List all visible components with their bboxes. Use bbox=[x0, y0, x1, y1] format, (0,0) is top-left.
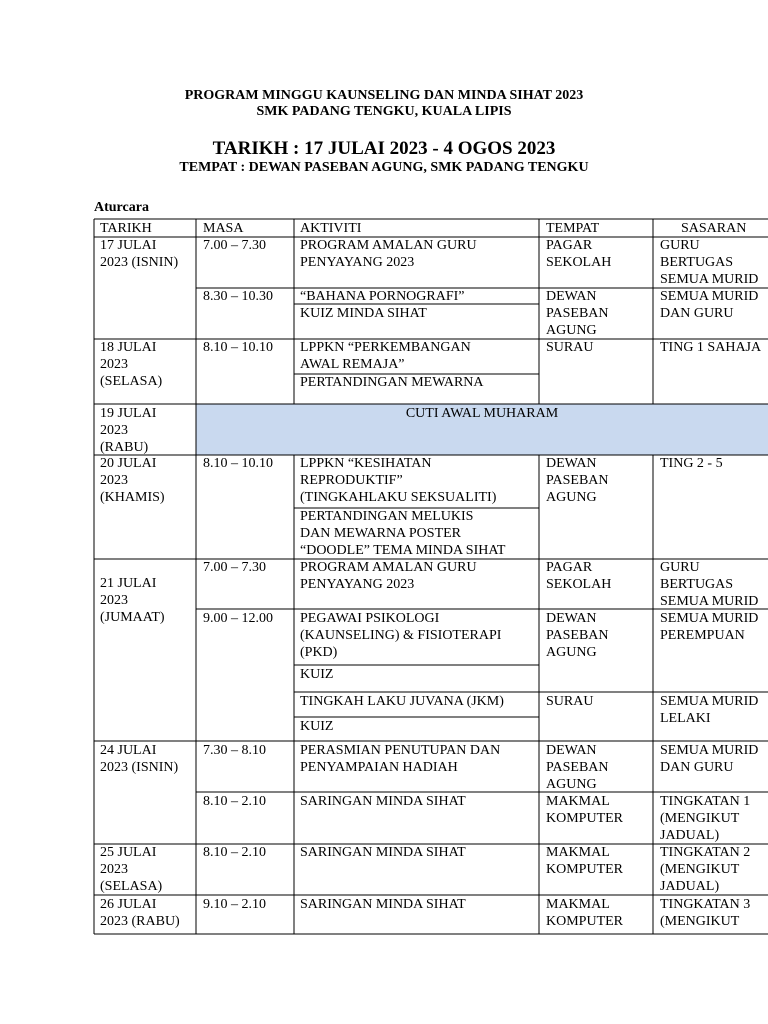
date-cell-line: 2023 bbox=[100, 593, 128, 608]
date-cell-line: (RABU) bbox=[100, 440, 149, 455]
venue-cell-line: DEWAN bbox=[546, 611, 597, 626]
venue-cell-line: MAKMAL bbox=[546, 794, 610, 809]
activity-cell: TINGKAH LAKU JUVANA (JKM) bbox=[300, 694, 504, 709]
venue-cell-line: KOMPUTER bbox=[546, 914, 624, 929]
activity-cell-line: PENYAYANG 2023 bbox=[300, 577, 415, 592]
time-cell: 7.00 – 7.30 bbox=[203, 238, 266, 253]
venue-cell-line: PASEBAN bbox=[546, 473, 609, 488]
time-cell: 9.10 – 2.10 bbox=[203, 897, 266, 912]
venue-cell-line: SEKOLAH bbox=[546, 255, 612, 270]
venue-cell bbox=[546, 844, 623, 878]
target-cell bbox=[660, 742, 758, 776]
venue-cell-line: AGUNG bbox=[546, 777, 597, 792]
activity-cell: SARINGAN MINDA SIHAT bbox=[300, 845, 466, 860]
program-title: PROGRAM MINGGU KAUNSELING DAN MINDA SIHAT 2023 bbox=[184, 88, 584, 103]
date-cell-line: 24 JULAI bbox=[100, 743, 157, 758]
venue-cell-line: PASEBAN bbox=[546, 306, 609, 321]
target-cell-line: SEMUA MURID bbox=[660, 743, 759, 758]
target-cell bbox=[660, 288, 758, 322]
activity-cell bbox=[300, 455, 496, 506]
date-cell-line: 2023 (RABU) bbox=[100, 914, 180, 929]
venue-cell-line: DEWAN bbox=[546, 743, 597, 758]
date-cell bbox=[100, 896, 180, 930]
venue-cell-line: KOMPUTER bbox=[546, 811, 624, 826]
activity-cell: PERTANDINGAN MEWARNA bbox=[300, 375, 484, 390]
activity-cell: SARINGAN MINDA SIHAT bbox=[300, 897, 466, 912]
column-header-sasaran: SASARAN bbox=[681, 221, 747, 236]
school-name: SMK PADANG TENGKU, KUALA LIPIS bbox=[256, 104, 512, 119]
date-cell bbox=[100, 237, 178, 271]
time-cell: 7.00 – 7.30 bbox=[203, 560, 266, 575]
date-cell-line: 2023 (ISNIN) bbox=[100, 255, 179, 270]
target-cell-line: GURU bbox=[660, 238, 700, 253]
target-cell bbox=[660, 896, 750, 930]
activity-cell: KUIZ bbox=[300, 667, 334, 682]
time-cell: 7.30 – 8.10 bbox=[203, 743, 266, 758]
target-cell bbox=[660, 237, 758, 288]
activity-cell bbox=[300, 508, 505, 559]
target-cell-line: JADUAL) bbox=[660, 879, 720, 894]
activity-cell bbox=[300, 559, 477, 593]
date-cell-line: 2023 (ISNIN) bbox=[100, 760, 179, 775]
venue-cell: SURAU bbox=[546, 340, 594, 355]
venue-cell-line: PASEBAN bbox=[546, 760, 609, 775]
venue-cell-line: PAGAR bbox=[546, 238, 593, 253]
date-cell bbox=[100, 575, 165, 626]
target-cell bbox=[660, 793, 750, 844]
target-cell bbox=[660, 559, 758, 610]
target-cell-line: DAN GURU bbox=[660, 760, 734, 775]
target-cell-line: (MENGIKUT bbox=[660, 862, 740, 877]
venue-cell bbox=[546, 237, 611, 271]
activity-cell-line: (TINGKAHLAKU SEKSUALITI) bbox=[300, 490, 497, 505]
activity-cell bbox=[300, 742, 500, 776]
target-cell-line: SEMUA MURID bbox=[660, 289, 759, 304]
date-cell-line: 2023 bbox=[100, 423, 128, 438]
date-cell-line: 20 JULAI bbox=[100, 456, 157, 471]
activity-cell-line: PENYAMPAIAN HADIAH bbox=[300, 760, 458, 775]
venue-cell-line: AGUNG bbox=[546, 645, 597, 660]
date-cell-line: 2023 bbox=[100, 473, 128, 488]
venue-cell bbox=[546, 793, 623, 827]
target-cell-line: (MENGIKUT bbox=[660, 914, 740, 929]
target-cell: TING 1 SAHAJA bbox=[660, 340, 762, 355]
date-range-title: TARIKH : 17 JULAI 2023 - 4 OGOS 2023 bbox=[212, 138, 556, 159]
time-cell: 8.10 – 10.10 bbox=[203, 340, 273, 355]
date-cell-line: 2023 bbox=[100, 862, 128, 877]
venue-cell bbox=[546, 455, 609, 506]
activity-cell: KUIZ bbox=[300, 719, 334, 734]
venue-cell bbox=[546, 288, 609, 339]
date-cell bbox=[100, 339, 162, 390]
date-cell bbox=[100, 844, 162, 895]
date-cell bbox=[100, 742, 178, 776]
target-cell-line: BERTUGAS bbox=[660, 577, 734, 592]
time-cell: 8.10 – 10.10 bbox=[203, 456, 273, 471]
target-cell-line: JADUAL) bbox=[660, 828, 720, 843]
date-cell-line: (KHAMIS) bbox=[100, 490, 165, 505]
date-cell-line: 26 JULAI bbox=[100, 897, 157, 912]
activity-cell-line: DAN MEWARNA POSTER bbox=[300, 526, 462, 541]
column-header-aktiviti: AKTIVITI bbox=[300, 221, 362, 236]
target-cell-line: SEMUA MURID bbox=[660, 611, 759, 626]
time-cell: 8.30 – 10.30 bbox=[203, 289, 273, 304]
activity-cell-line: LPPKN “KESIHATAN bbox=[300, 456, 432, 471]
date-cell-line: 19 JULAI bbox=[100, 406, 157, 421]
activity-cell: “BAHANA PORNOGRAFI” bbox=[300, 289, 465, 304]
activity-cell-line: (KAUNSELING) & FISIOTERAPI bbox=[300, 628, 502, 643]
target-cell-line: TINGKATAN 2 bbox=[660, 845, 751, 860]
target-cell-line: DAN GURU bbox=[660, 306, 734, 321]
date-cell-line: 21 JULAI bbox=[100, 576, 157, 591]
column-header-tempat: TEMPAT bbox=[546, 221, 600, 236]
time-cell: 9.00 – 12.00 bbox=[203, 611, 273, 626]
target-cell-line: PEREMPUAN bbox=[660, 628, 745, 643]
target-cell-line: (MENGIKUT bbox=[660, 811, 740, 826]
venue-cell bbox=[546, 896, 623, 930]
date-cell-line: 25 JULAI bbox=[100, 845, 157, 860]
activity-cell bbox=[300, 237, 477, 271]
activity-cell-line: LPPKN “PERKEMBANGAN bbox=[300, 340, 471, 355]
activity-cell bbox=[300, 610, 501, 661]
date-cell-line: (JUMAAT) bbox=[100, 610, 165, 625]
date-cell-line: 18 JULAI bbox=[100, 340, 157, 355]
activity-cell: KUIZ MINDA SIHAT bbox=[300, 306, 427, 321]
venue-cell bbox=[546, 610, 609, 661]
time-cell: 8.10 – 2.10 bbox=[203, 845, 266, 860]
date-cell-line: (SELASA) bbox=[100, 879, 163, 894]
date-cell-line: (SELASA) bbox=[100, 374, 163, 389]
target-cell-line: LELAKI bbox=[660, 711, 711, 726]
venue-cell-line: KOMPUTER bbox=[546, 862, 624, 877]
target-cell-line: SEMUA MURID bbox=[660, 272, 759, 287]
column-header-masa: MASA bbox=[203, 221, 244, 236]
venue-cell-line: MAKMAL bbox=[546, 897, 610, 912]
venue-cell-line: SEKOLAH bbox=[546, 577, 612, 592]
target-cell bbox=[660, 693, 758, 727]
date-cell-line: 17 JULAI bbox=[100, 238, 157, 253]
target-cell-line: SEMUA MURID bbox=[660, 594, 759, 609]
target-cell bbox=[660, 610, 758, 644]
venue-cell bbox=[546, 742, 609, 793]
activity-cell-line: (PKD) bbox=[300, 645, 338, 660]
activity-cell-line: “DOODLE” TEMA MINDA SIHAT bbox=[300, 543, 506, 558]
column-header-tarikh: TARIKH bbox=[100, 221, 152, 236]
venue-cell-line: PAGAR bbox=[546, 560, 593, 575]
target-cell-line: SEMUA MURID bbox=[660, 694, 759, 709]
activity-cell-line: AWAL REMAJA” bbox=[300, 357, 405, 372]
target-cell-line: GURU bbox=[660, 560, 700, 575]
activity-cell-line: PROGRAM AMALAN GURU bbox=[300, 238, 477, 253]
activity-cell-line: PEGAWAI PSIKOLOGI bbox=[300, 611, 440, 626]
venue-cell-line: MAKMAL bbox=[546, 845, 610, 860]
date-cell bbox=[100, 405, 156, 456]
venue-cell-line: DEWAN bbox=[546, 289, 597, 304]
holiday-note: CUTI AWAL MUHARAM bbox=[405, 406, 559, 421]
activity-cell: SARINGAN MINDA SIHAT bbox=[300, 794, 466, 809]
venue-cell-line: AGUNG bbox=[546, 490, 597, 505]
schedule-label: Aturcara bbox=[94, 200, 149, 215]
target-cell: TING 2 - 5 bbox=[660, 456, 723, 471]
target-cell bbox=[660, 844, 750, 895]
target-cell-line: BERTUGAS bbox=[660, 255, 734, 270]
venue-subtitle: TEMPAT : DEWAN PASEBAN AGUNG, SMK PADANG TENGKU bbox=[179, 160, 589, 175]
venue-cell-line: AGUNG bbox=[546, 323, 597, 338]
venue-cell bbox=[546, 559, 611, 593]
date-cell bbox=[100, 455, 165, 506]
venue-cell-line: DEWAN bbox=[546, 456, 597, 471]
activity-cell-line: PENYAYANG 2023 bbox=[300, 255, 415, 270]
activity-cell-line: PROGRAM AMALAN GURU bbox=[300, 560, 477, 575]
target-cell-line: TINGKATAN 3 bbox=[660, 897, 751, 912]
venue-cell-line: PASEBAN bbox=[546, 628, 609, 643]
activity-cell-line: REPRODUKTIF” bbox=[300, 473, 403, 488]
date-cell-line: 2023 bbox=[100, 357, 128, 372]
activity-cell bbox=[300, 339, 471, 373]
time-cell: 8.10 – 2.10 bbox=[203, 794, 266, 809]
target-cell-line: TINGKATAN 1 bbox=[660, 794, 751, 809]
activity-cell-line: PERTANDINGAN MELUKIS bbox=[300, 509, 474, 524]
activity-cell-line: PERASMIAN PENUTUPAN DAN bbox=[300, 743, 501, 758]
venue-cell: SURAU bbox=[546, 694, 594, 709]
